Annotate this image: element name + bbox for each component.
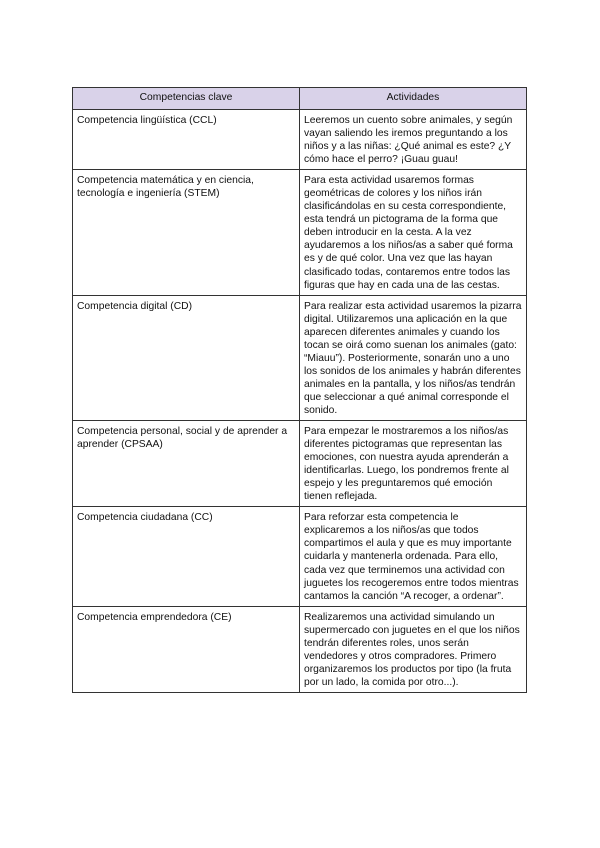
activity-cell: Leeremos un cuento sobre animales, y según vayan saliendo les iremos preguntando a los niños y a las niñas: ¿Qué animal es este? ¿Y cómo hace el perro? ¡Guau guau! <box>299 110 526 170</box>
competence-cell: Competencia digital (CD) <box>73 295 300 420</box>
table-row <box>73 606 527 692</box>
table-row <box>73 421 527 507</box>
competence-cell: Competencia personal, social y de aprender a aprender (CPSAA) <box>73 421 300 507</box>
table-row <box>73 170 527 295</box>
table-row <box>73 295 527 420</box>
activity-cell: Para realizar esta actividad usaremos la pizarra digital. Utilizaremos una aplicación en la que aparecen diferentes animales y cuando los tocan se oirá como suenan los animales (gato: “Miauu”). Posteriormente, sonarán uno a uno los sonidos de los animales y habrán diferentes animales en la pantalla, y los niños/as tendrán que seleccionar a qué animal corresponde el sonido. <box>299 295 526 420</box>
header-competencias: Competencias clave <box>73 88 300 110</box>
activity-cell: Realizaremos una actividad simulando un supermercado con juguetes en el que los niños tendrán diferentes roles, unos serán vendedores y otros compradores. Primero organizaremos los productos por tipo (la fruta por un lado, la comida por otro...). <box>299 606 526 692</box>
competence-cell: Competencia emprendedora (CE) <box>73 606 300 692</box>
header-actividades: Actividades <box>299 88 526 110</box>
activity-cell: Para empezar le mostraremos a los niños/as diferentes pictogramas que representan las emociones, con nuestra ayuda aprenderán a identificarlas. Luego, los pondremos frente al espejo y les preguntaremos qué emoción tienen reflejada. <box>299 421 526 507</box>
table-row <box>73 110 527 170</box>
table-row <box>73 507 527 606</box>
table-header-row <box>73 88 527 110</box>
competence-cell: Competencia ciudadana (CC) <box>73 507 300 606</box>
activity-cell: Para esta actividad usaremos formas geométricas de colores y los niños irán clasificándolas en su cesta correspondiente, esta tendrá un pictograma de la forma que deben introducir en la cesta. A la vez ayudaremos a los niños/as a saber qué forma es y de qué color. Una vez que las hayan clasificado todas, contaremos entre todos las figuras que hay en cada una de las cestas. <box>299 170 526 295</box>
activity-cell: Para reforzar esta competencia le explicaremos a los niños/as que todos compartimos el aula y que es muy importante cuidarla y mantenerla ordenada. Para ello, cada vez que terminemos una actividad con juguetes los recogeremos entre todos mientras cantamos la canción “A recoger, a ordenar”. <box>299 507 526 606</box>
competencies-table <box>72 87 527 693</box>
competence-cell: Competencia matemática y en ciencia, tecnología e ingeniería (STEM) <box>73 170 300 295</box>
competence-cell: Competencia lingüística (CCL) <box>73 110 300 170</box>
